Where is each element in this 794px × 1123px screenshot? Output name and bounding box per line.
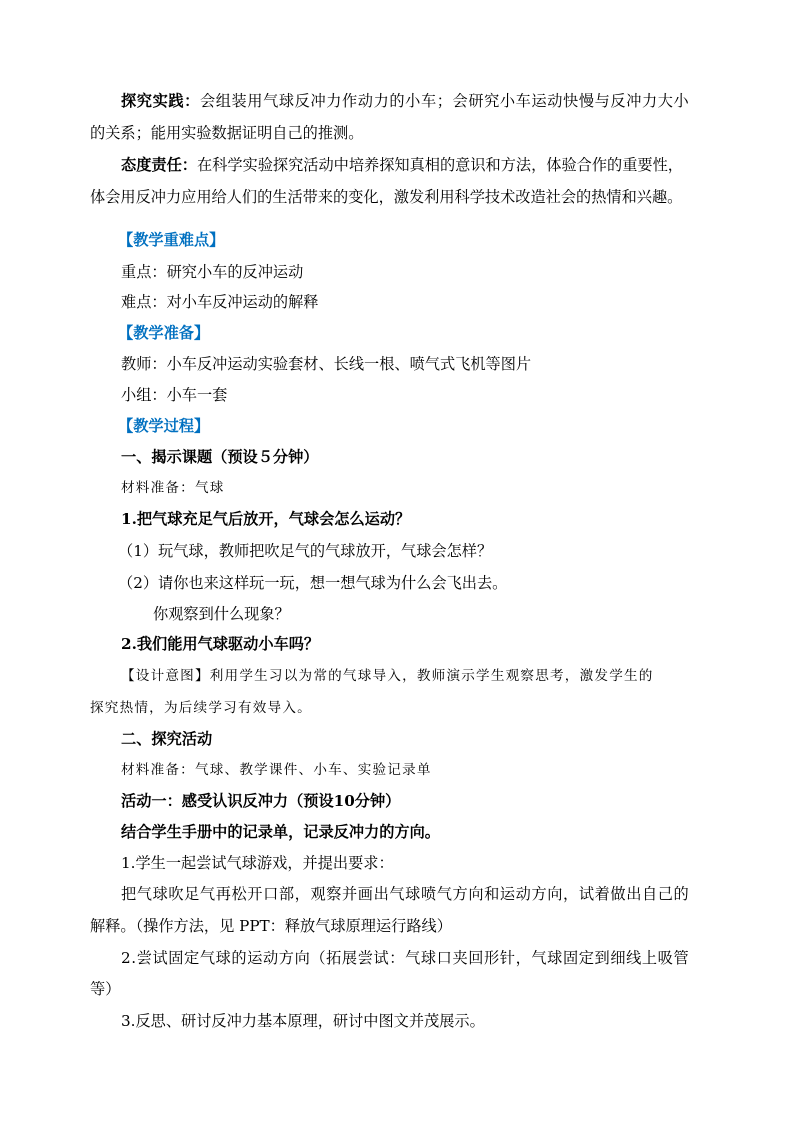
objective-attitude-text: 在科学实验探究活动中培养探知真相的意识和方法，体验合作的重要性，: [196, 156, 683, 174]
activity1-step3: 3.反思、研讨反冲力基本原理，研讨中图文并茂展示。: [121, 1012, 485, 1030]
objective-practice-label: 探究实践：: [121, 92, 200, 110]
objective-attitude-line2: 体会用反冲力应用给人们的生活带来的变化，激发利用科学技术改造社会的热情和兴趣。: [90, 188, 683, 206]
activity1-step2-line1: 2.尝试固定气球的运动方向（拓展尝试：气球口夹回形针，气球固定到细线上吸管: [121, 949, 690, 967]
preparation-teacher: 教师：小车反冲运动实验套材、长线一根、喷气式飞机等图片: [121, 355, 532, 373]
section1-question1: 1.把气球充足气后放开，气球会怎么运动？: [121, 510, 411, 528]
section2-title: 二、探究活动: [121, 730, 213, 748]
activity1-step1-line2: 解释。（操作方法，见 PPT：释放气球原理运行路线）: [90, 917, 452, 935]
preparation-group: 小组：小车一套: [121, 386, 228, 404]
activity1-step1: 1.学生一起尝试气球游戏，并提出要求：: [121, 854, 394, 872]
activity1-step1-line1: 把气球吹足气再松开口部，观察并画出气球喷气方向和运动方向，试着做出自己的: [121, 885, 690, 903]
objective-practice-line2: 的关系；能用实验数据证明自己的推测。: [90, 124, 364, 142]
section1-question2: 2.我们能用气球驱动小车吗？: [121, 635, 320, 653]
section1-materials: 材料准备：气球: [121, 480, 225, 496]
section1-design-intent-line2: 探究热情，为后续学习有效导入。: [90, 700, 312, 716]
key-points-difficulty: 难点：对小车反冲运动的解释: [121, 293, 319, 311]
section1-question1-item1: （1）玩气球，教师把吹足气的气球放开，气球会怎样？: [118, 542, 493, 560]
key-points-focus: 重点：研究小车的反冲运动: [121, 263, 304, 281]
preparation-heading: 【教学准备】: [118, 324, 210, 342]
section1-title: 一、揭示课题（预设５分钟）: [121, 448, 319, 466]
activity1-task: 结合学生手册中的记录单，记录反冲力的方向。: [121, 823, 440, 841]
section1-design-intent-line1: 【设计意图】利用学生习以为常的气球导入，教师演示学生观察思考，激发学生的: [121, 668, 654, 684]
objective-attitude-line1: [121, 155, 683, 175]
objective-practice-text: 会组装用气球反冲力作动力的小车；会研究小车运动快慢与反冲力大小: [199, 92, 690, 110]
activity1-title: 活动一：感受认识反冲力（预设10分钟）: [121, 792, 401, 810]
objective-attitude-label: 态度责任：: [121, 156, 197, 174]
section2-materials: 材料准备：气球、教学课件、小车、实验记录单: [121, 762, 432, 778]
activity1-step2-line2: 等）: [90, 980, 121, 998]
section1-question1-item2: （2）请你也来这样玩一玩，想一想气球为什么会飞出去。: [118, 574, 508, 592]
section1-question1-item2-continued: 你观察到什么现象？: [153, 605, 290, 623]
process-heading: 【教学过程】: [118, 417, 210, 435]
key-points-heading: 【教学重难点】: [118, 231, 225, 249]
objective-practice-line1: [121, 91, 689, 111]
